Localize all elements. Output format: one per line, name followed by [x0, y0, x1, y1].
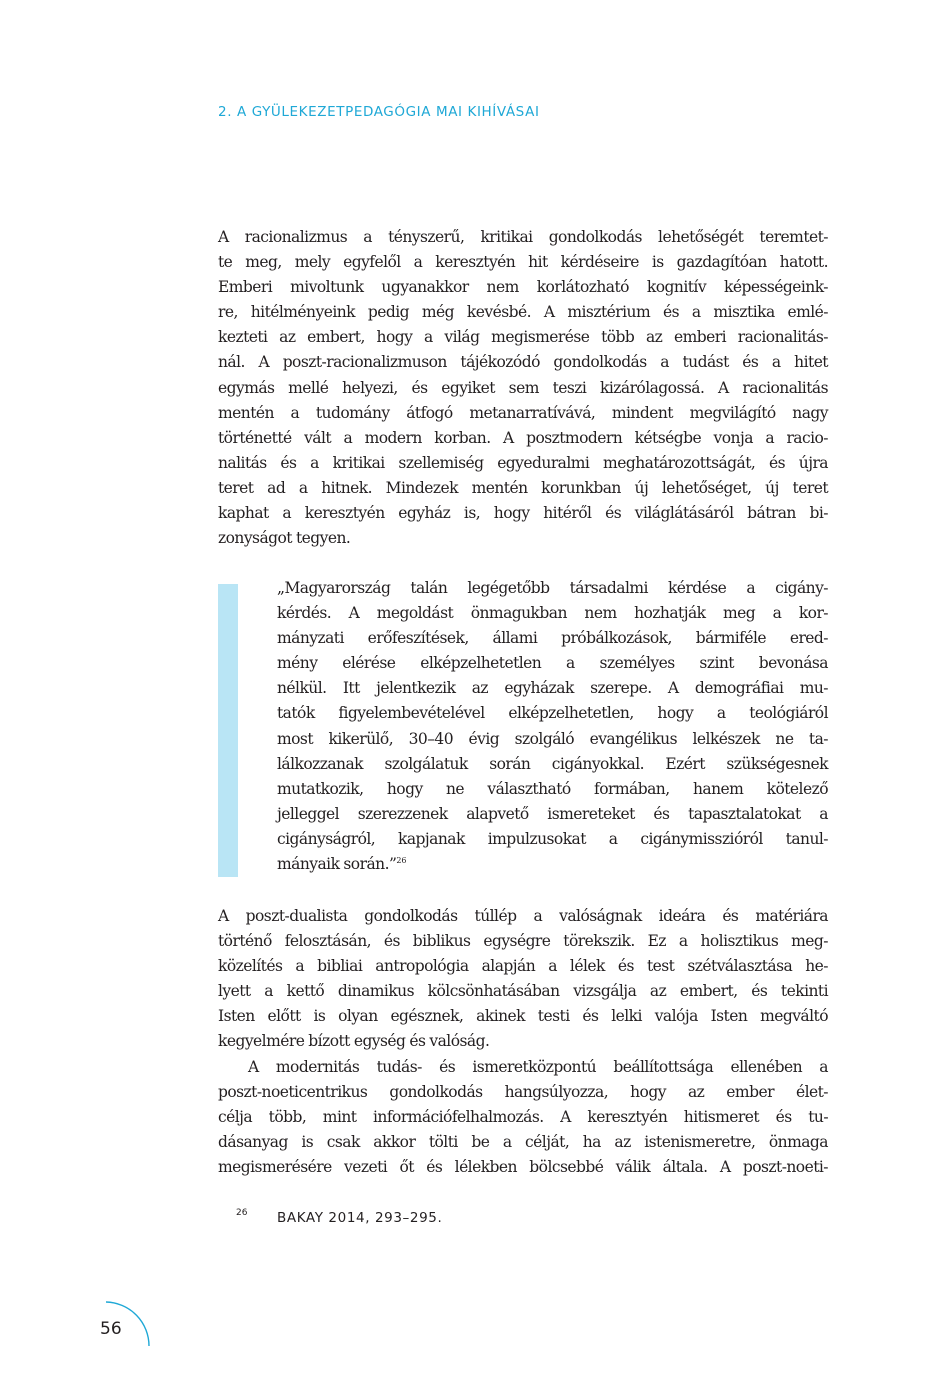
text-line: célja több, mint információfelhalmozás. A keresztyén hitismeret és tu- — [218, 1108, 828, 1127]
text-line: kezteti az embert, hogy a világ megismerése több az emberi racionalitás- — [218, 328, 828, 347]
quote-line: mény elérése elképzelhetetlen a személyes szint bevonása — [277, 654, 828, 673]
text-line: nalitás és a kritikai szellemiség egyeduralmi meghatározottságát, és újra — [218, 453, 828, 472]
quote-line: mányzati erőfeszítések, állami próbálkozások, bármiféle ered- — [277, 629, 828, 648]
text-line: mentén a tudomány átfogó metanarratívává, mindent megvilágító nagy — [218, 403, 828, 422]
footnote-text: BAKAY 2014, 293–295. — [277, 1210, 443, 1226]
text-line: dásanyag is csak akkor tölti be a célját, ha az istenismeretre, önmaga — [218, 1133, 828, 1152]
quote-line: kérdés. A megoldást önmagukban nem hozhatják meg a kor- — [277, 604, 828, 623]
footnote-reference[interactable]: 26 — [396, 856, 407, 866]
text-line: kaphat a keresztyén egyház is, hogy hitéről és világlátásáról bátran bi- — [218, 504, 828, 523]
text-line: te meg, mely egyfelől a keresztyén hit kérdéseire is gazdagítóan hatott. — [218, 253, 828, 272]
quote-line: jelleggel szerezzenek alapvető ismereteket és tapasztalatokat a — [277, 804, 828, 823]
block-quote — [277, 576, 828, 877]
quote-line: most kikerülő, 30–40 évig szolgáló evangélikus lelkészek ne ta- — [277, 729, 828, 748]
body-paragraph-3 — [218, 1055, 828, 1180]
text-line: poszt-noeticentrikus gondolkodás hangsúlyozza, hogy az ember élet- — [218, 1083, 828, 1102]
text-line: történő felosztásán, és biblikus egységre törekszik. Ez a holisztikus meg- — [218, 932, 828, 951]
footnote-number: 26 — [236, 1208, 248, 1218]
quote-line: „Magyarország talán legégetőbb társadalmi kérdése a cigány- — [277, 579, 828, 597]
body-paragraph-2 — [218, 904, 828, 1055]
quote-line: mutatkozik, hogy ne választható formában, hanem kötelező — [277, 779, 828, 798]
page-number: 56 — [100, 1319, 122, 1339]
text-line: A modernitás tudás- és ismeretközpontú beállítottsága ellenében a — [248, 1058, 828, 1076]
quote-line: cigányságról, kapjanak impulzusokat a cigánymisszióról tanul- — [277, 829, 828, 848]
text-line: történetté vált a modern korban. A posztmodern kétségbe vonja a racio- — [218, 428, 828, 447]
running-head: 2. A GYÜLEKEZETPEDAGÓGIA MAI KIHÍVÁSAI — [218, 104, 540, 120]
text-line: kegyelmére bízott egység és valóság. — [218, 1032, 490, 1051]
text-line: Emberi mivoltunk ugyanakkor nem korlátozható kognitív képességeink- — [218, 278, 828, 297]
quote-last-line — [277, 852, 828, 877]
text-line: teret ad a hitnek. Mindezek mentén korunkban új lehetőséget, új teret — [218, 478, 828, 497]
body-paragraph-1 — [218, 225, 828, 551]
text-line: Isten előtt is olyan egésznek, akinek testi és lelki valója Isten megváltó — [218, 1007, 828, 1026]
quote-line: tatók figyelembevételével elképzelhetetlen, hogy a teológiáról — [277, 704, 828, 723]
text-line: megismerésére vezeti őt és lélekben bölcsebbé válik általa. A poszt-noeti- — [218, 1158, 828, 1177]
text-line: re, hitélményeink pedig még kevésbé. A misztérium és a misztika emlé- — [218, 303, 828, 322]
quote-line-text: mányaik során.” — [277, 855, 397, 874]
text-line: lyett a kettő dinamikus kölcsönhatásában vizsgálja az embert, és tekinti — [218, 982, 828, 1001]
text-line: egymás mellé helyezi, és egyiket sem teszi kizárólagossá. A racionalitás — [218, 378, 828, 397]
text-line: zonyságot tegyen. — [218, 529, 351, 548]
quote-accent-bar — [218, 584, 238, 877]
quote-line: lálkozzanak szolgálatuk során cigányokkal. Ezért szükségesnek — [277, 754, 828, 773]
text-line: közelítés a bibliai antropológia alapján a lélek és test szétválasztása he- — [218, 957, 828, 976]
quote-line: nélkül. Itt jelentkezik az egyházak szerepe. A demográfiai mu- — [277, 679, 828, 698]
text-line: nál. A poszt-racionalizmuson tájékozódó gondolkodás a tudást és a hitet — [218, 353, 828, 372]
text-line: A racionalizmus a tényszerű, kritikai gondolkodás lehetőségét teremtet- — [218, 228, 828, 246]
text-line: A poszt-dualista gondolkodás túllép a valóságnak ideára és matériára — [218, 907, 828, 925]
